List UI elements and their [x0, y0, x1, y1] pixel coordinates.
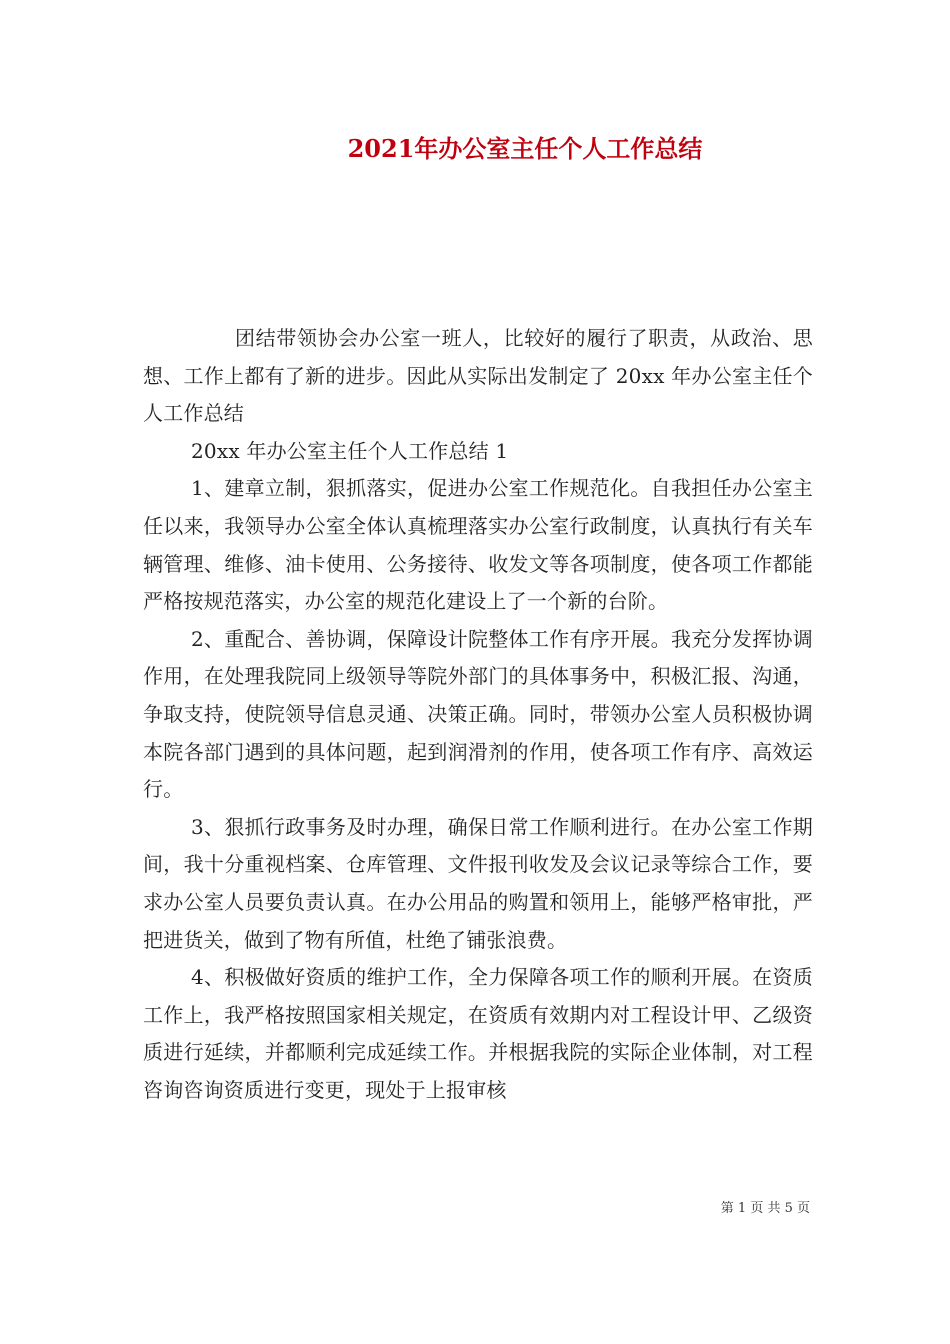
intro-paragraph: 团结带领协会办公室一班人，比较好的履行了职责，从政治、思想、工作上都有了新的进步。因此从实际出发制定了 20xx 年办公室主任个人工作总结 — [143, 326, 813, 426]
section-heading: 20xx 年办公室主任个人工作总结 1 — [191, 438, 509, 463]
paragraph-4: 4、积极做好资质的维护工作，全力保障各项工作的顺利开展。在资质工作上，我严格按照国家相关规定，在资质有效期内对工程设计甲、乙级资质进行延续，并都顺利完成延续工作。并根据我院的实际企业体制，对工程咨询咨询资质进行变更，现处于上报审核 — [143, 965, 813, 1102]
paragraph-3: 3、狠抓行政事务及时办理，确保日常工作顺利进行。在办公室工作期间，我十分重视档案、仓库管理、文件报刊收发及会议记录等综合工作，要求办公室人员要负责认真。在办公用品的购置和领用上，能够严格审批，严把进货关，做到了物有所值，杜绝了铺张浪费。 — [143, 814, 813, 952]
paragraph-2: 2、重配合、善协调，保障设计院整体工作有序开展。我充分发挥协调作用，在处理我院同上级领导等院外部门的具体事务中，积极汇报、沟通，争取支持，使院领导信息灵通、决策正确。同时，带领办公室人员积极协调本院各部门遇到的具体问题，起到润滑剂的作用，使各项工作有序、高效运行。 — [143, 626, 813, 802]
document-title: 2021年办公室主任个人工作总结 — [347, 134, 703, 163]
page-number-footer: 第 1 页 共 5 页 — [720, 1201, 810, 1216]
document-body — [143, 320, 813, 1109]
paragraph-1: 1、建章立制，狠抓落实，促进办公室工作规范化。自我担任办公室主任以来，我领导办公室全体认真梳理落实办公室行政制度，认真执行有关车辆管理、维修、油卡使用、公务接待、收发文等各项制度，使各项工作都能严格按规范落实，办公室的规范化建设上了一个新的台阶。 — [143, 476, 813, 614]
